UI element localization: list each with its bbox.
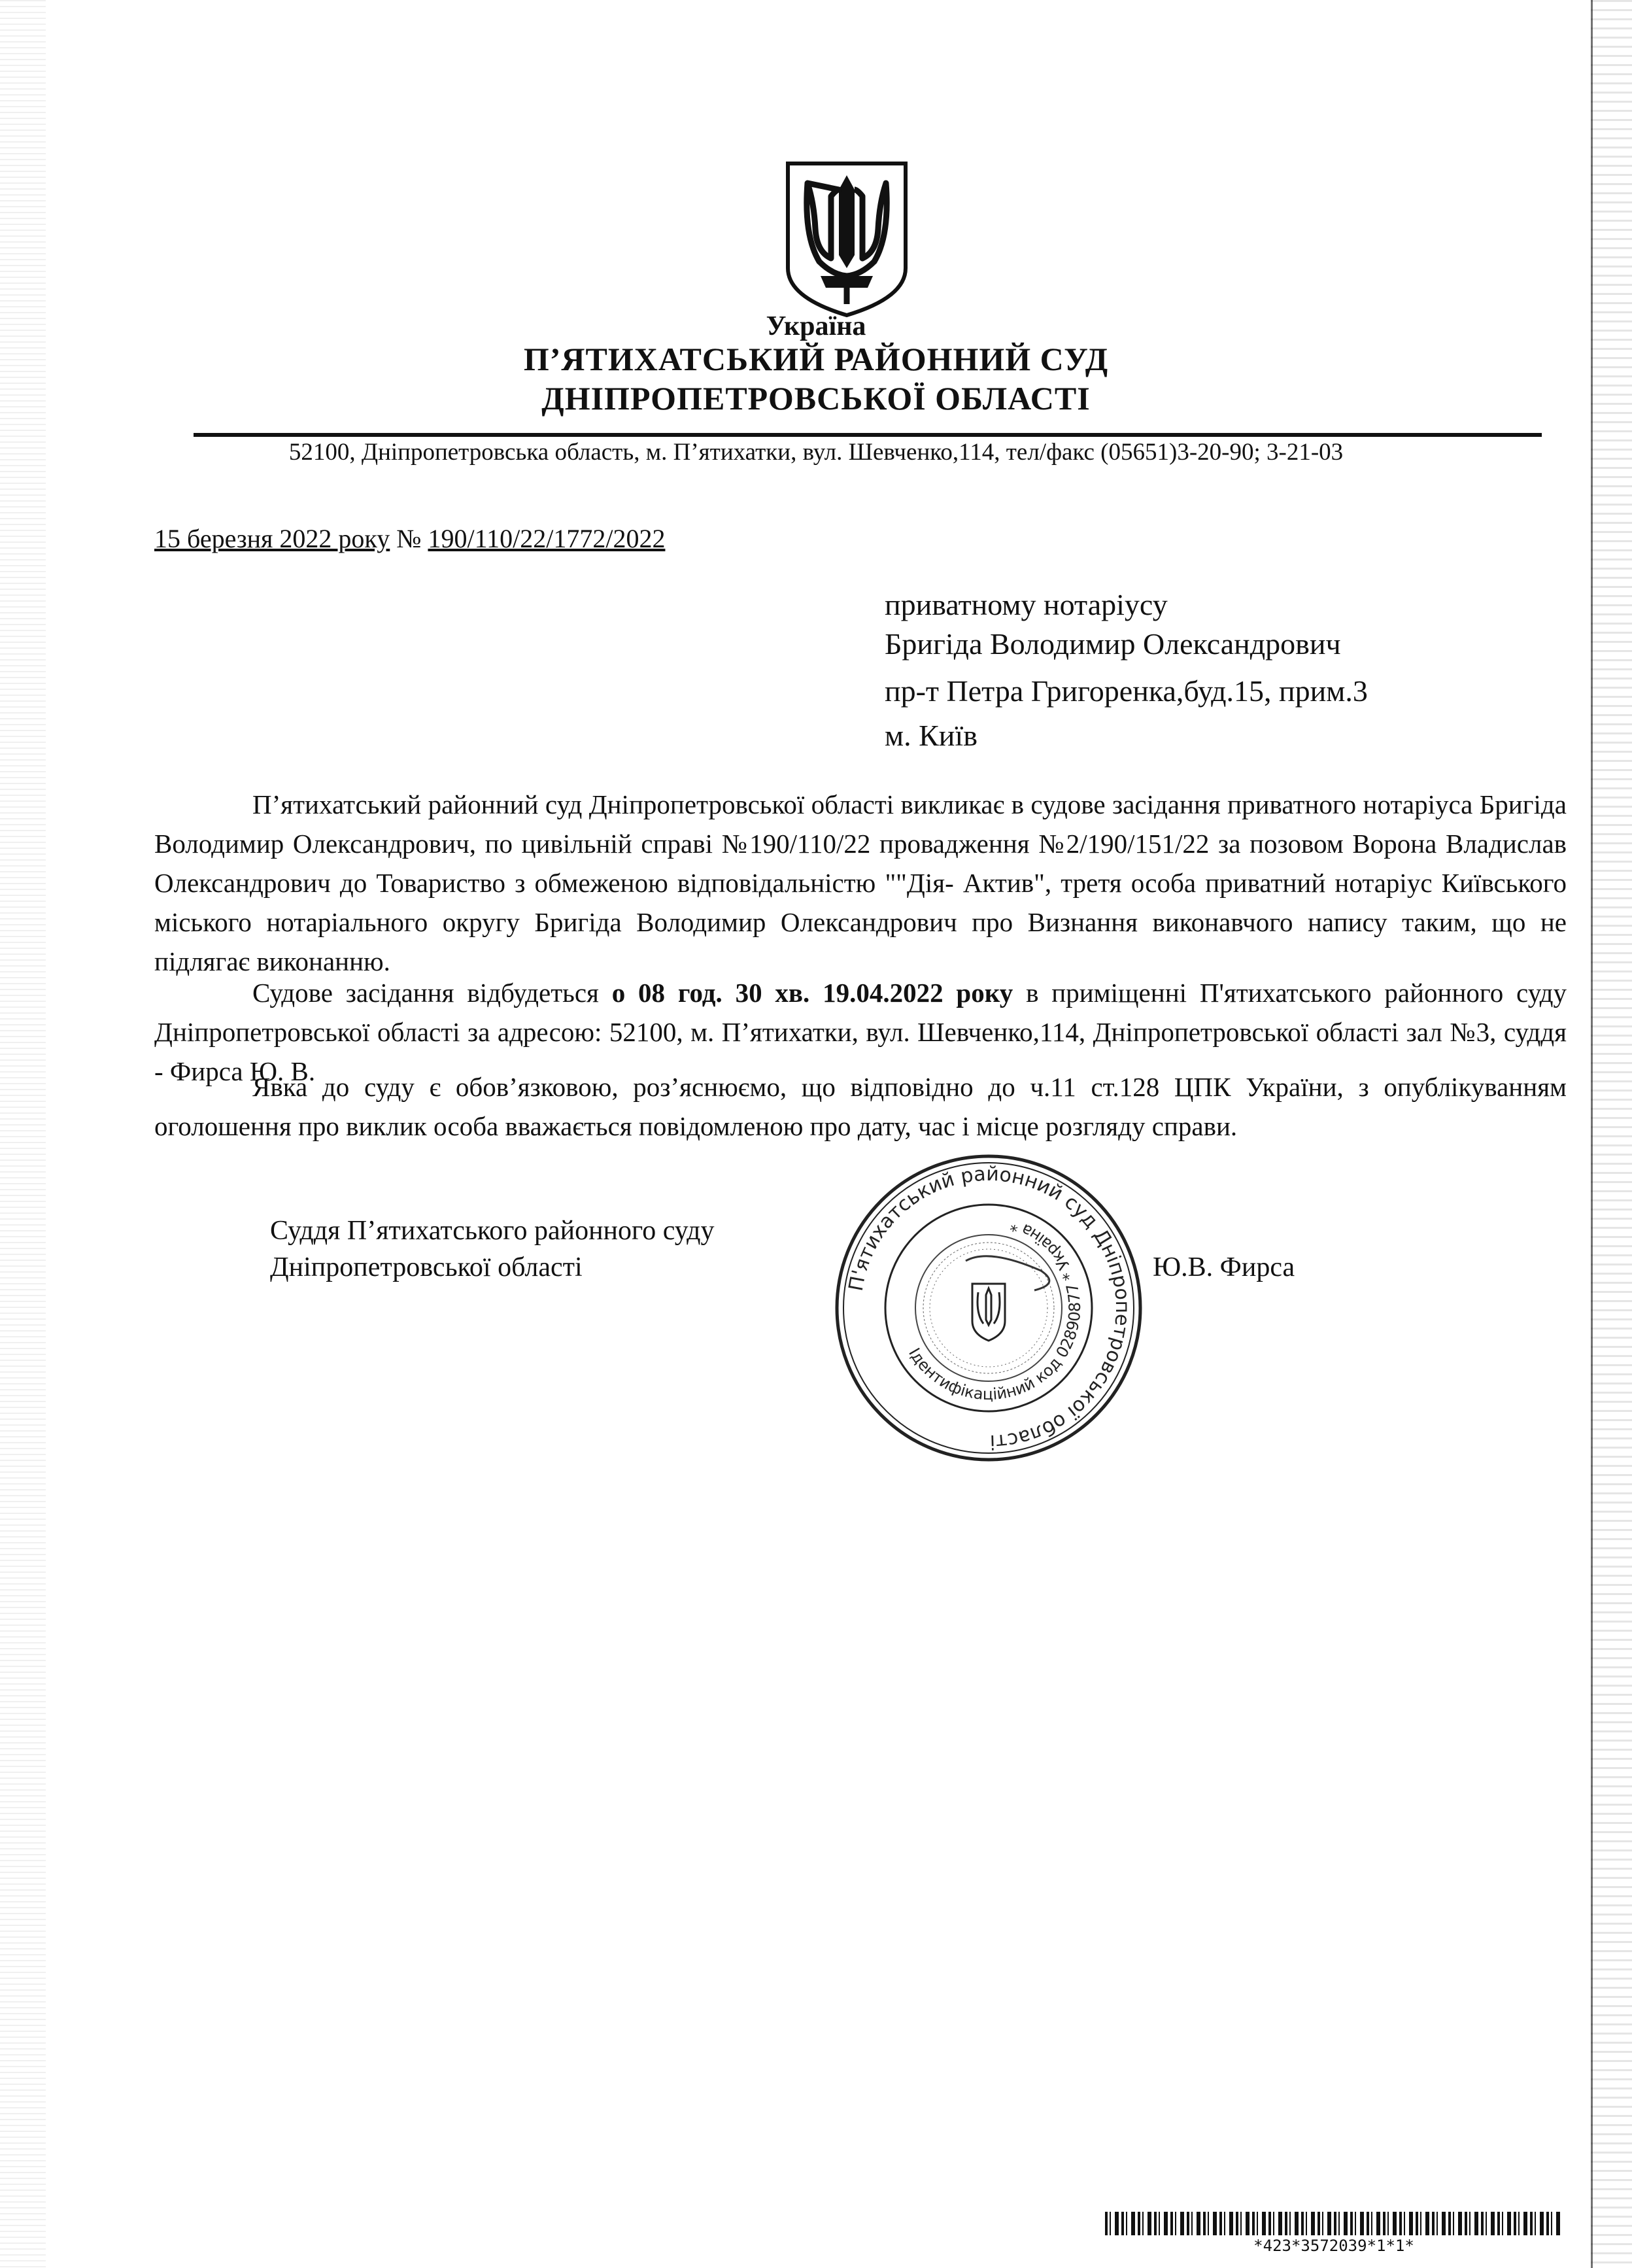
court-name-line2: ДНІПРОПЕТРОВСЬКОЇ ОБЛАСТІ (541, 380, 1091, 417)
number-sign: № (396, 524, 422, 553)
recipient-line3: пр-т Петра Григоренка,буд.15, прим.3 (885, 674, 1368, 708)
hearing-text-start: Судове засідання відбудеться (252, 978, 612, 1008)
recipient-line1: приватному нотаріусу (885, 588, 1168, 621)
svg-text:П'ятихатський районний суд Дні: П'ятихатський районний суд Дніпропетровської області (844, 1162, 1134, 1454)
judge-title-line2: Дніпропетровської області (270, 1252, 583, 1282)
summons-paragraph: П’ятихатський районний суд Дніпропетровської області викликає в судове засідання приватного нотаріуса Бригіда Володимир Олександрович, по цивільній справі №190/110/22 провадження №2/190/151/22 за позовом Ворона Владислав Олександрович до Товариство з обмеженою відповідальністю ""Дія- Актив", третя особа приватний нотаріус Київського міського нотаріального округу Бригіда Володимир Олександрович про Визнання виконавчого напису таким, що не підлягає виконанню. (154, 789, 1567, 976)
hearing-datetime: о 08 год. 30 хв. 19.04.2022 року (611, 978, 1013, 1008)
court-address: 52100, Дніпропетровська область, м. П’ятихатки, вул. Шевченко,114, тел/факс (05651)3-20-90; 3-21-03 (288, 439, 1344, 466)
header-divider (194, 433, 1542, 437)
attendance-paragraph: Явка до суду є обов’язковою, роз’яснюємо, що відповідно до ч.11 ст.128 ЦПК України, з опублікуванням оголошення про виклик особа вважається повідомленою про дату, час і місце розгляду справи. (154, 1072, 1567, 1141)
document-date: 15 березня 2022 року (154, 524, 390, 553)
judge-title-line1: Суддя П’ятихатського районного суду (270, 1216, 715, 1246)
recipient-line2: Бригіда Володимир Олександрович (885, 627, 1341, 661)
barcode-number: *423*3572039*1*1* (1253, 2237, 1414, 2255)
country-name: Україна (766, 311, 866, 341)
hearing-text-end: в приміщенні П'ятихатського районного суду Дніпропетровської області за адресою: 52100, м. П’ятихатки, вул. Шевченко,114, Дніпропетровської області зал №3, суддя - Фирса Ю. В. (154, 978, 1567, 1086)
coat-of-arms-icon (781, 157, 912, 320)
recipient-line4: м. Київ (885, 719, 978, 752)
court-name-line1: П’ЯТИХАТСЬКИЙ РАЙОННИЙ СУД (523, 341, 1109, 377)
svg-text:Ідентифікаційний код 02890877: Ідентифікаційний код 02890877 * Україна * (905, 1216, 1085, 1404)
document-number: 190/110/22/1772/2022 (428, 524, 666, 553)
official-seal (825, 1150, 1152, 1466)
barcode (1105, 2212, 1563, 2235)
reference-line (154, 523, 665, 554)
judge-name: Ю.В. Фирса (1153, 1252, 1295, 1282)
